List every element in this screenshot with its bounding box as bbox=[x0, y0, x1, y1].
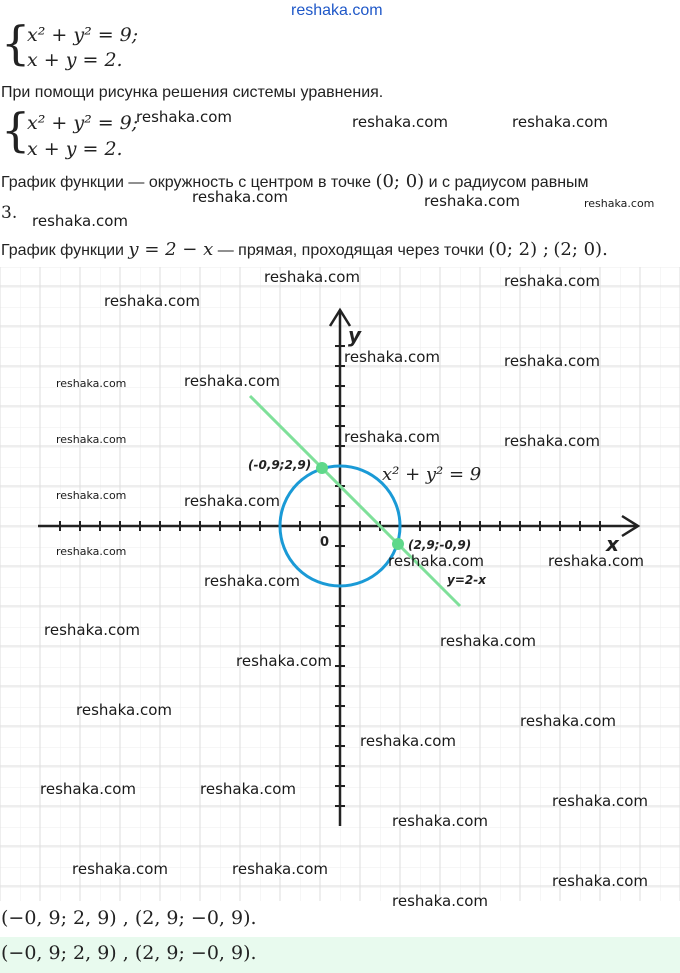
watermark: reshaka.com bbox=[136, 108, 232, 126]
watermark: reshaka.com bbox=[388, 552, 484, 570]
watermark: reshaka.com bbox=[344, 348, 440, 366]
circle-equation-label: x² + y² = 9 bbox=[382, 464, 482, 485]
watermark: reshaka.com bbox=[392, 892, 488, 910]
point-label: (-0,9;2,9) bbox=[248, 458, 312, 472]
system-brace: { bbox=[1, 16, 31, 70]
watermark: reshaka.com bbox=[56, 377, 127, 390]
watermark: reshaka.com bbox=[56, 433, 127, 446]
watermark: reshaka.com bbox=[344, 428, 440, 446]
intersection-point bbox=[316, 462, 328, 474]
watermark: reshaka.com bbox=[32, 212, 128, 230]
watermark: reshaka.com bbox=[76, 701, 172, 719]
line-equation-label: y=2-x bbox=[447, 573, 486, 587]
watermark: reshaka.com bbox=[44, 621, 140, 639]
origin-label: 0 bbox=[320, 535, 330, 550]
watermark: reshaka.com bbox=[200, 780, 296, 798]
answer-line-1: (−0, 9; 2, 9) , (2, 9; −0, 9). bbox=[1, 907, 257, 929]
watermark: reshaka.com bbox=[236, 652, 332, 670]
watermark: reshaka.com bbox=[104, 292, 200, 310]
x-axis-label: x bbox=[606, 532, 619, 556]
watermark: reshaka.com bbox=[392, 812, 488, 830]
watermark: reshaka.com bbox=[552, 872, 648, 890]
system-brace: { bbox=[1, 103, 31, 157]
system1-equation-1: x² + y² = 9; bbox=[27, 24, 139, 46]
watermark: reshaka.com bbox=[184, 372, 280, 390]
watermark: reshaka.com bbox=[424, 192, 520, 210]
point-label: (2,9;-0,9) bbox=[408, 538, 472, 552]
watermark: reshaka.com bbox=[548, 552, 644, 570]
watermark: reshaka.com bbox=[192, 188, 288, 206]
system1-equation-2: x + y = 2. bbox=[27, 49, 123, 71]
circle-radius-value: 3. bbox=[1, 203, 18, 223]
system2-equation-2: x + y = 2. bbox=[27, 138, 123, 160]
intro-text: При помощи рисунка решения системы уравнения. bbox=[1, 84, 384, 101]
watermark: reshaka.com bbox=[504, 272, 600, 290]
watermark: reshaka.com bbox=[584, 197, 655, 210]
line-description: График функции y = 2 − x — прямая, проходящая через точки (0; 2) ; (2; 0). bbox=[1, 239, 608, 260]
watermark: reshaka.com bbox=[504, 352, 600, 370]
watermark: reshaka.com bbox=[56, 489, 127, 502]
watermark: reshaka.com bbox=[204, 572, 300, 590]
site-watermark-top[interactable]: reshaka.com bbox=[291, 2, 383, 19]
answer-line-2: (−0, 9; 2, 9) , (2, 9; −0, 9). bbox=[1, 942, 257, 964]
watermark: reshaka.com bbox=[512, 113, 608, 131]
system2-equation-1: x² + y² = 9; bbox=[27, 112, 139, 134]
watermark: reshaka.com bbox=[72, 860, 168, 878]
watermark: reshaka.com bbox=[440, 632, 536, 650]
watermark: reshaka.com bbox=[552, 792, 648, 810]
watermark: reshaka.com bbox=[184, 492, 280, 510]
watermark: reshaka.com bbox=[232, 860, 328, 878]
watermark: reshaka.com bbox=[352, 113, 448, 131]
watermark: reshaka.com bbox=[520, 712, 616, 730]
watermark: reshaka.com bbox=[504, 432, 600, 450]
watermark: reshaka.com bbox=[40, 780, 136, 798]
intersection-point bbox=[392, 538, 404, 550]
circle-description: График функции — окружность с центром в точке (0; 0) и с радиусом равным bbox=[1, 171, 589, 192]
watermark: reshaka.com bbox=[56, 545, 127, 558]
y-axis-label: y bbox=[348, 323, 362, 347]
watermark: reshaka.com bbox=[264, 268, 360, 286]
watermark: reshaka.com bbox=[360, 732, 456, 750]
